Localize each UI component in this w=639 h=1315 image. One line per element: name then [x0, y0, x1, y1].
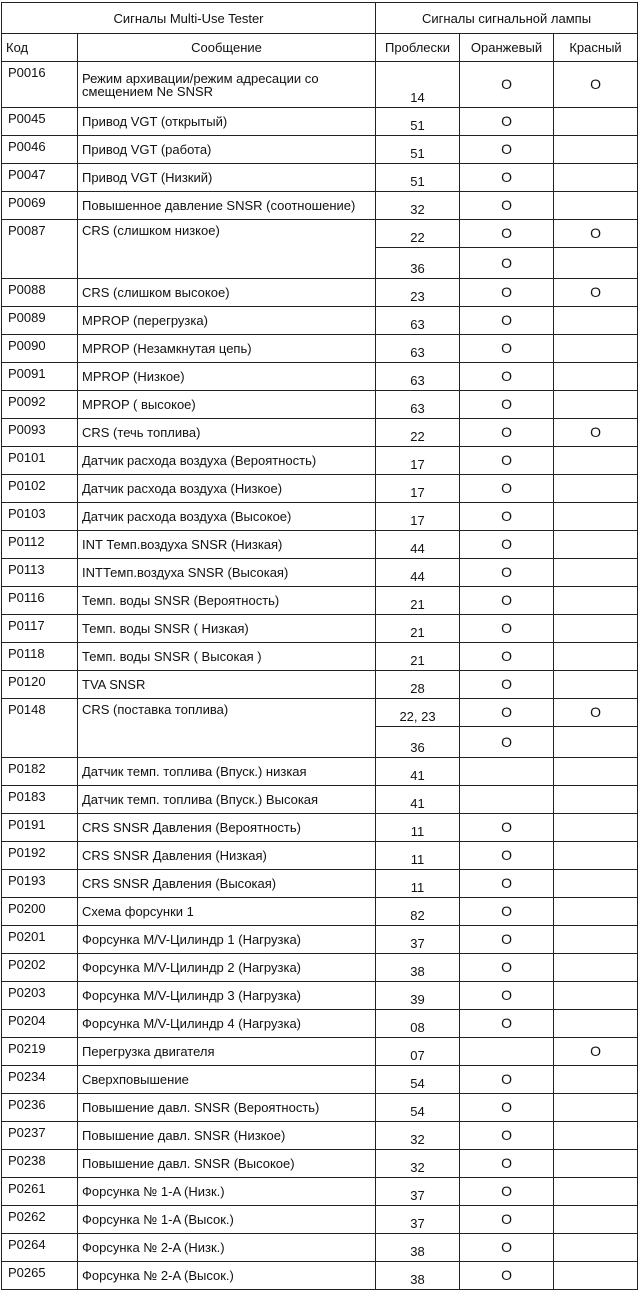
table-row [2, 982, 638, 1010]
message-cell: CRS SNSR Давления (Высокая) [78, 870, 376, 898]
dtc-code-cell: P0089 [2, 307, 78, 335]
orange-lamp-cell: O [460, 136, 554, 164]
flashes-cell: 28 [376, 671, 460, 699]
flashes-cell: 36 [376, 727, 460, 758]
message-cell: Темп. воды SNSR ( Высокая ) [78, 643, 376, 671]
orange-lamp-cell [460, 758, 554, 786]
red-lamp-cell [554, 1234, 638, 1262]
flashes-cell: 21 [376, 643, 460, 671]
dtc-code-cell: P0148 [2, 699, 78, 758]
dtc-code-cell: P0090 [2, 335, 78, 363]
orange-lamp-cell: O [460, 1262, 554, 1290]
red-lamp-cell [554, 475, 638, 503]
message-cell: Форсунка M/V-Цилиндр 4 (Нагрузка) [78, 1010, 376, 1038]
orange-lamp-cell: O [460, 503, 554, 531]
dtc-code-cell: P0191 [2, 814, 78, 842]
flashes-cell: 23 [376, 279, 460, 307]
message-cell: Форсунка № 2-A (Низк.) [78, 1234, 376, 1262]
flashes-cell: 11 [376, 842, 460, 870]
orange-lamp-cell: O [460, 727, 554, 758]
dtc-code-cell: P0120 [2, 671, 78, 699]
red-lamp-cell [554, 248, 638, 279]
table-row [2, 1150, 638, 1178]
message-cell: MPROP (перегрузка) [78, 307, 376, 335]
flashes-cell: 37 [376, 1206, 460, 1234]
red-lamp-cell [554, 1094, 638, 1122]
orange-lamp-cell: O [460, 982, 554, 1010]
flashes-cell: 39 [376, 982, 460, 1010]
flashes-cell: 21 [376, 587, 460, 615]
red-lamp-cell: O [554, 62, 638, 108]
flashes-cell: 51 [376, 136, 460, 164]
red-lamp-cell [554, 391, 638, 419]
message-cell: Темп. воды SNSR (Вероятность) [78, 587, 376, 615]
message-cell: Привод VGT (Низкий) [78, 164, 376, 192]
orange-lamp-cell: O [460, 279, 554, 307]
dtc-code-cell: P0236 [2, 1094, 78, 1122]
table-row [2, 587, 638, 615]
orange-lamp-cell: O [460, 671, 554, 699]
message-cell: Датчик расхода воздуха (Высокое) [78, 503, 376, 531]
table-row [2, 1094, 638, 1122]
dtc-code-cell: P0237 [2, 1122, 78, 1150]
orange-lamp-cell: O [460, 475, 554, 503]
red-lamp-cell [554, 1150, 638, 1178]
table-row [2, 192, 638, 220]
table-row [2, 1262, 638, 1290]
red-lamp-cell [554, 108, 638, 136]
dtc-code-cell: P0088 [2, 279, 78, 307]
flashes-cell: 37 [376, 1178, 460, 1206]
red-lamp-cell [554, 192, 638, 220]
flashes-cell: 51 [376, 108, 460, 136]
red-lamp-cell: O [554, 699, 638, 727]
red-lamp-cell [554, 447, 638, 475]
message-cell: Датчик расхода воздуха (Низкое) [78, 475, 376, 503]
table-row [2, 447, 638, 475]
orange-lamp-cell: O [460, 447, 554, 475]
message-cell: Форсунка № 1-A (Низк.) [78, 1178, 376, 1206]
flashes-cell: 17 [376, 503, 460, 531]
table-row [2, 898, 638, 926]
orange-lamp-cell: O [460, 220, 554, 248]
dtc-code-cell: P0261 [2, 1178, 78, 1206]
table-row [2, 559, 638, 587]
table-row [2, 531, 638, 559]
flashes-cell: 14 [376, 62, 460, 108]
orange-lamp-cell: O [460, 926, 554, 954]
dtc-code-cell: P0087 [2, 220, 78, 279]
message-cell: Привод VGT (открытый) [78, 108, 376, 136]
orange-lamp-cell: O [460, 391, 554, 419]
orange-lamp-cell: O [460, 954, 554, 982]
flashes-cell: 44 [376, 531, 460, 559]
table-row [2, 503, 638, 531]
table-row [2, 1038, 638, 1066]
message-cell: Перегрузка двигателя [78, 1038, 376, 1066]
dtc-code-cell: P0093 [2, 419, 78, 447]
flashes-cell: 08 [376, 1010, 460, 1038]
red-lamp-cell [554, 531, 638, 559]
red-lamp-cell [554, 1178, 638, 1206]
table-row [2, 786, 638, 814]
message-cell: Повышение давл. SNSR (Низкое) [78, 1122, 376, 1150]
message-cell: Форсунка M/V-Цилиндр 1 (Нагрузка) [78, 926, 376, 954]
orange-lamp-cell: O [460, 699, 554, 727]
flashes-cell: 32 [376, 1122, 460, 1150]
dtc-code-cell: P0200 [2, 898, 78, 926]
table-row [2, 363, 638, 391]
message-cell: Темп. воды SNSR ( Низкая) [78, 615, 376, 643]
red-lamp-cell [554, 870, 638, 898]
table-row [2, 62, 638, 108]
dtc-code-cell: P0016 [2, 62, 78, 108]
message-cell: Форсунка № 2-A (Высок.) [78, 1262, 376, 1290]
red-lamp-cell [554, 814, 638, 842]
orange-lamp-cell: O [460, 248, 554, 279]
message-cell: Повышенное давление SNSR (соотношение) [78, 192, 376, 220]
orange-lamp-cell: O [460, 531, 554, 559]
dtc-code-cell: P0262 [2, 1206, 78, 1234]
table-row [2, 220, 638, 248]
orange-lamp-cell: O [460, 1178, 554, 1206]
table-row [2, 699, 638, 727]
flashes-cell: 11 [376, 814, 460, 842]
red-lamp-cell [554, 643, 638, 671]
orange-lamp-cell: O [460, 870, 554, 898]
message-cell: Повышение давл. SNSR (Высокое) [78, 1150, 376, 1178]
flashes-cell: 32 [376, 192, 460, 220]
table-row [2, 615, 638, 643]
orange-lamp-cell: O [460, 363, 554, 391]
orange-lamp-cell: O [460, 1234, 554, 1262]
red-lamp-cell [554, 1122, 638, 1150]
message-cell: MPROP (Низкое) [78, 363, 376, 391]
table-row [2, 475, 638, 503]
orange-lamp-cell: O [460, 842, 554, 870]
flashes-cell: 54 [376, 1094, 460, 1122]
dtc-code-cell: P0113 [2, 559, 78, 587]
table-row [2, 1010, 638, 1038]
dtc-code-cell: P0118 [2, 643, 78, 671]
flashes-cell: 51 [376, 164, 460, 192]
message-cell: Форсунка M/V-Цилиндр 3 (Нагрузка) [78, 982, 376, 1010]
column-header-message: Сообщение [78, 34, 376, 62]
orange-lamp-cell: O [460, 62, 554, 108]
flashes-cell: 38 [376, 1262, 460, 1290]
dtc-signal-table [1, 2, 638, 1290]
orange-lamp-cell: O [460, 1010, 554, 1038]
message-cell: INT Темп.воздуха SNSR (Низкая) [78, 531, 376, 559]
dtc-code-cell: P0238 [2, 1150, 78, 1178]
column-header-flashes: Проблески [376, 34, 460, 62]
orange-lamp-cell: O [460, 307, 554, 335]
column-header-code: Код [2, 34, 78, 62]
table-row [2, 279, 638, 307]
red-lamp-cell [554, 1066, 638, 1094]
flashes-cell: 63 [376, 335, 460, 363]
flashes-cell: 41 [376, 758, 460, 786]
red-lamp-cell [554, 1010, 638, 1038]
table-row [2, 419, 638, 447]
message-cell: Датчик темп. топлива (Впуск.) низкая [78, 758, 376, 786]
red-lamp-cell: O [554, 220, 638, 248]
red-lamp-cell [554, 898, 638, 926]
dtc-code-cell: P0203 [2, 982, 78, 1010]
flashes-cell: 44 [376, 559, 460, 587]
red-lamp-cell [554, 842, 638, 870]
dtc-code-cell: P0219 [2, 1038, 78, 1066]
flashes-cell: 17 [376, 447, 460, 475]
orange-lamp-cell: O [460, 419, 554, 447]
message-cell: MPROP ( высокое) [78, 391, 376, 419]
red-lamp-cell [554, 335, 638, 363]
dtc-code-cell: P0103 [2, 503, 78, 531]
table-row [2, 643, 638, 671]
flashes-cell: 22 [376, 220, 460, 248]
flashes-cell: 63 [376, 391, 460, 419]
message-cell: CRS SNSR Давления (Низкая) [78, 842, 376, 870]
red-lamp-cell: O [554, 279, 638, 307]
table-row [2, 1122, 638, 1150]
dtc-code-cell: P0116 [2, 587, 78, 615]
orange-lamp-cell: O [460, 1150, 554, 1178]
dtc-code-cell: P0112 [2, 531, 78, 559]
dtc-code-cell: P0193 [2, 870, 78, 898]
red-lamp-cell [554, 954, 638, 982]
dtc-code-cell: P0117 [2, 615, 78, 643]
orange-lamp-cell [460, 1038, 554, 1066]
orange-lamp-cell: O [460, 164, 554, 192]
flashes-cell: 21 [376, 615, 460, 643]
dtc-code-cell: P0204 [2, 1010, 78, 1038]
red-lamp-cell [554, 758, 638, 786]
table-body [2, 62, 638, 1290]
flashes-cell: 38 [376, 954, 460, 982]
message-cell: Датчик темп. топлива (Впуск.) Высокая [78, 786, 376, 814]
dtc-code-cell: P0265 [2, 1262, 78, 1290]
table-row [2, 870, 638, 898]
table-row [2, 1234, 638, 1262]
flashes-cell: 07 [376, 1038, 460, 1066]
column-header-orange: Оранжевый [460, 34, 554, 62]
dtc-code-cell: P0046 [2, 136, 78, 164]
flashes-cell: 36 [376, 248, 460, 279]
orange-lamp-cell: O [460, 192, 554, 220]
red-lamp-cell: O [554, 1038, 638, 1066]
flashes-cell: 11 [376, 870, 460, 898]
dtc-code-cell: P0102 [2, 475, 78, 503]
red-lamp-cell [554, 1262, 638, 1290]
red-lamp-cell [554, 727, 638, 758]
red-lamp-cell [554, 559, 638, 587]
red-lamp-cell [554, 926, 638, 954]
red-lamp-cell [554, 164, 638, 192]
dtc-code-cell: P0101 [2, 447, 78, 475]
red-lamp-cell [554, 136, 638, 164]
red-lamp-cell [554, 587, 638, 615]
table-row [2, 926, 638, 954]
dtc-code-cell: P0045 [2, 108, 78, 136]
table-row [2, 164, 638, 192]
message-cell: CRS (течь топлива) [78, 419, 376, 447]
table-row [2, 1206, 638, 1234]
dtc-code-cell: P0202 [2, 954, 78, 982]
message-cell: Датчик расхода воздуха (Вероятность) [78, 447, 376, 475]
table-group-header-row [2, 3, 638, 34]
orange-lamp-cell: O [460, 898, 554, 926]
orange-lamp-cell: O [460, 1122, 554, 1150]
table-row [2, 758, 638, 786]
orange-lamp-cell: O [460, 1094, 554, 1122]
red-lamp-cell [554, 671, 638, 699]
message-cell: CRS (слишком низкое) [78, 220, 376, 279]
dtc-code-cell: P0183 [2, 786, 78, 814]
orange-lamp-cell: O [460, 814, 554, 842]
column-header-red: Красный [554, 34, 638, 62]
flashes-cell: 63 [376, 363, 460, 391]
table-row [2, 391, 638, 419]
orange-lamp-cell: O [460, 335, 554, 363]
message-cell: CRS (слишком высокое) [78, 279, 376, 307]
table-row [2, 307, 638, 335]
orange-lamp-cell: O [460, 1066, 554, 1094]
table-row [2, 1178, 638, 1206]
message-cell: MPROP (Незамкнутая цепь) [78, 335, 376, 363]
dtc-code-cell: P0069 [2, 192, 78, 220]
message-cell: CRS SNSR Давления (Вероятность) [78, 814, 376, 842]
table-row [2, 335, 638, 363]
orange-lamp-cell: O [460, 587, 554, 615]
red-lamp-cell [554, 786, 638, 814]
red-lamp-cell [554, 503, 638, 531]
red-lamp-cell [554, 1206, 638, 1234]
orange-lamp-cell: O [460, 1206, 554, 1234]
table-row [2, 136, 638, 164]
table-row [2, 671, 638, 699]
message-cell: Сверхповышение [78, 1066, 376, 1094]
table-row [2, 814, 638, 842]
flashes-cell: 32 [376, 1150, 460, 1178]
message-cell: Привод VGT (работа) [78, 136, 376, 164]
dtc-code-cell: P0264 [2, 1234, 78, 1262]
flashes-cell: 41 [376, 786, 460, 814]
message-cell: Повышение давл. SNSR (Вероятность) [78, 1094, 376, 1122]
flashes-cell: 37 [376, 926, 460, 954]
message-cell: Форсунка № 1-A (Высок.) [78, 1206, 376, 1234]
red-lamp-cell [554, 982, 638, 1010]
message-cell: CRS (поставка топлива) [78, 699, 376, 758]
red-lamp-cell [554, 363, 638, 391]
red-lamp-cell [554, 615, 638, 643]
flashes-cell: 82 [376, 898, 460, 926]
flashes-cell: 22, 23 [376, 699, 460, 727]
group-header-tester: Сигналы Multi-Use Tester [2, 3, 376, 34]
flashes-cell: 17 [376, 475, 460, 503]
orange-lamp-cell [460, 786, 554, 814]
flashes-cell: 38 [376, 1234, 460, 1262]
orange-lamp-cell: O [460, 615, 554, 643]
orange-lamp-cell: O [460, 643, 554, 671]
orange-lamp-cell: O [460, 559, 554, 587]
table-row [2, 842, 638, 870]
flashes-cell: 54 [376, 1066, 460, 1094]
flashes-cell: 22 [376, 419, 460, 447]
dtc-code-cell: P0092 [2, 391, 78, 419]
table-row [2, 954, 638, 982]
message-cell: Форсунка M/V-Цилиндр 2 (Нагрузка) [78, 954, 376, 982]
message-cell: INTТемп.воздуха SNSR (Высокая) [78, 559, 376, 587]
flashes-cell: 63 [376, 307, 460, 335]
orange-lamp-cell: O [460, 108, 554, 136]
table-row [2, 108, 638, 136]
message-cell: TVA SNSR [78, 671, 376, 699]
dtc-code-cell: P0091 [2, 363, 78, 391]
dtc-code-cell: P0234 [2, 1066, 78, 1094]
message-cell: Схема форсунки 1 [78, 898, 376, 926]
red-lamp-cell: O [554, 419, 638, 447]
table-column-header-row [2, 34, 638, 62]
group-header-lamp: Сигналы сигнальной лампы [376, 3, 638, 34]
table-row [2, 1066, 638, 1094]
red-lamp-cell [554, 307, 638, 335]
dtc-code-cell: P0201 [2, 926, 78, 954]
message-cell: Режим архивации/режим адресации со смещением Ne SNSR [78, 62, 376, 108]
dtc-code-cell: P0192 [2, 842, 78, 870]
dtc-code-cell: P0182 [2, 758, 78, 786]
dtc-code-cell: P0047 [2, 164, 78, 192]
